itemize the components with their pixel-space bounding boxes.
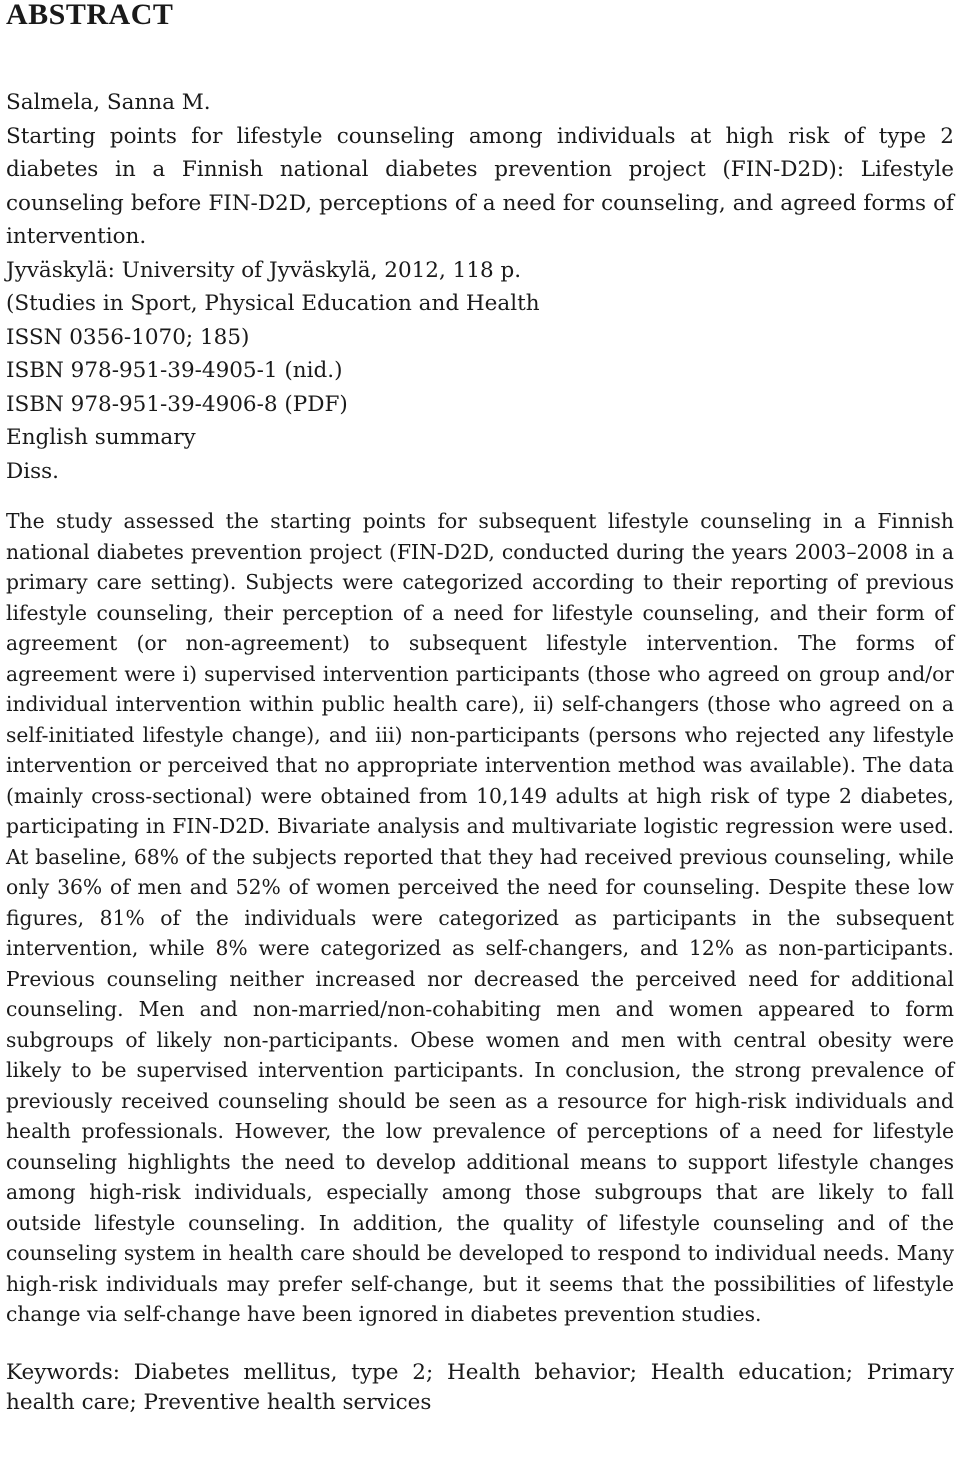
series: (Studies in Sport, Physical Education and Health (6, 291, 540, 316)
abstract-body: The study assessed the starting points for subsequent lifestyle counseling in a Finnish national diabetes prevention project (FIN-D2D, conducted during the years 2003–2008 in a primary care setting). Subjects were categorized according to their reporting of previous lifestyle counseling, their perception of a need for lifestyle counseling, and their form of agreement (or non-agreement) to subsequent lifestyle intervention. The forms of agreement were i) supervised intervention participants (those who agreed on group and/or individual intervention within public health care), ii) self-changers (those who agreed on a self-initiated lifestyle change), and iii) non-participants (persons who rejected any lifestyle intervention or perceived that no appropriate intervention method was available). The data (mainly cross-sectional) were obtained from 10,149 adults at high risk of type 2 diabetes, participating in FIN-D2D. Bivariate analysis and multivariate logistic regression were used. At baseline, 68% of the subjects reported that they had received previous counseling, while only 36% of men and 52% of women perceived the need for counseling. Despite these low figures, 81% of the individuals were categorized as participants in the subsequent intervention, while 8% were categorized as self-changers, and 12% as non-participants. Previous counseling neither increased nor decreased the perceived need for additional counseling. Men and non-married/non-cohabiting men and women appeared to form subgroups of likely non-participants. Obese women and men with central obesity were likely to be supervised intervention participants. In conclusion, the strong prevalence of previously received counseling should be seen as a resource for high-risk individuals and health professionals. However, the low prevalence of perceptions of a need for lifestyle counseling highlights the need to develop additional means to support lifestyle changes among high-risk individuals, especially among those subgroups that are likely to fall outside lifestyle counseling. In addition, the quality of lifestyle counseling and of the counseling system in health care should be developed to respond to individual needs. Many high-risk individuals may prefer self-change, but it seems that the possibilities of lifestyle change via self-change have been ignored in diabetes prevention studies. (6, 509, 954, 1326)
publication-type: Diss. (6, 458, 60, 484)
isbn-print: ISBN 978-951-39-4905-1 (nid.) (6, 358, 343, 383)
page-title: ABSTRACT (6, 0, 174, 31)
thesis-title: Starting points for lifestyle counseling among individuals at high risk of type 2 diabetes in a Finnish national diabetes prevention project (FIN-D2D): Lifestyle counseling before FIN-D2D, perceptions of a need for counseling, and agreed forms of intervention. (6, 123, 954, 249)
author: Salmela, Sanna M. (6, 90, 211, 115)
bibliographic-info (6, 86, 954, 488)
publisher: Jyväskylä: University of Jyväskylä, 2012, 118 p. (6, 257, 522, 283)
isbn-pdf: ISBN 978-951-39-4906-8 (PDF) (6, 391, 348, 417)
issn: ISSN 0356-1070; 185) (6, 324, 250, 350)
keywords: Keywords: Diabetes mellitus, type 2; Health behavior; Health education; Primary health care; Preventive health services (6, 1359, 954, 1415)
summary-language: English summary (6, 425, 196, 450)
